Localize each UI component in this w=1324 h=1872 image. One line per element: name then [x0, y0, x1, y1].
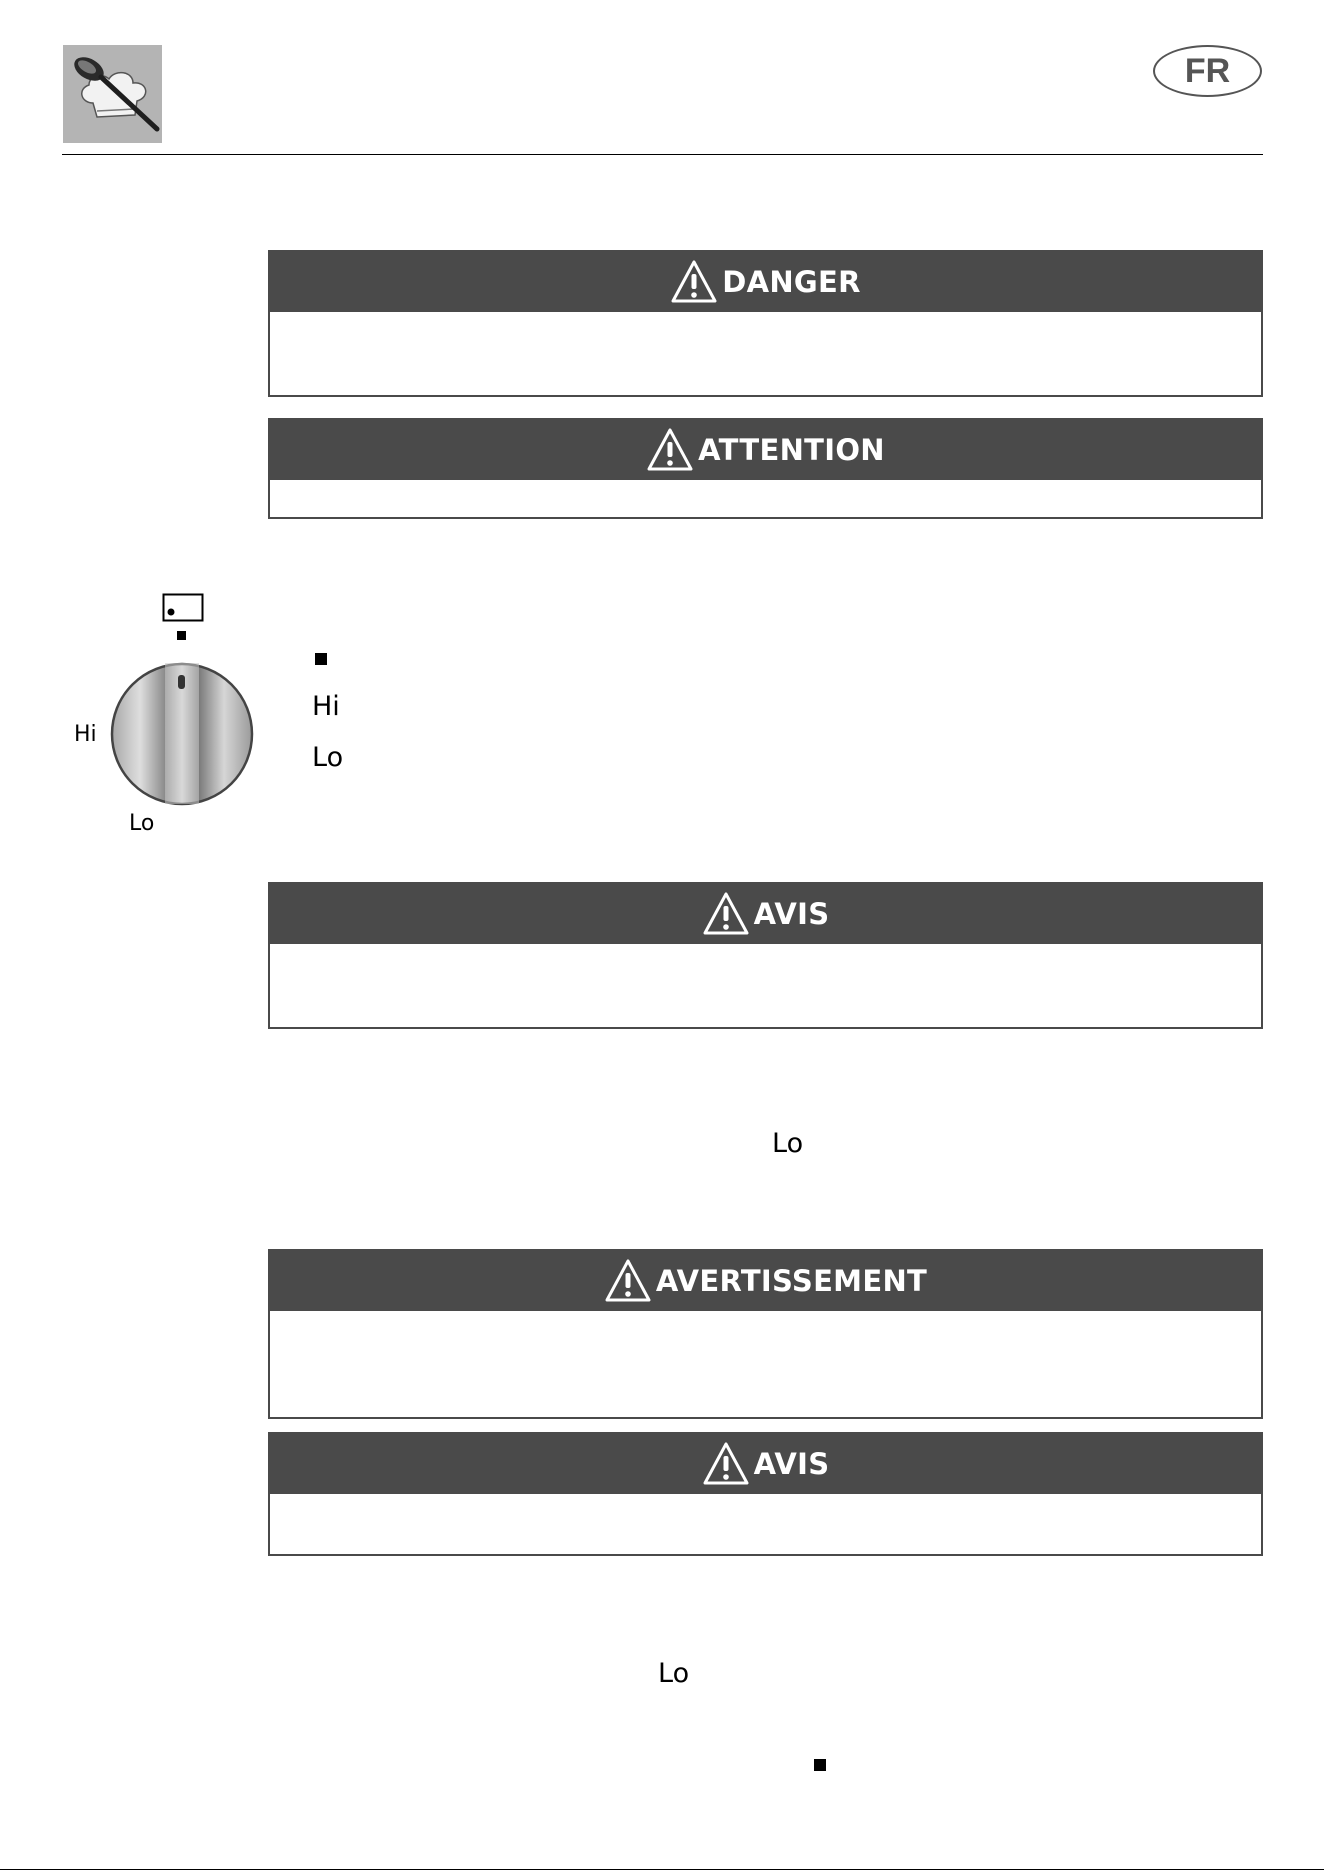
spoon-chef-hat-icon — [63, 45, 162, 143]
legend-hi: Hi — [312, 691, 340, 722]
attention-panel-title: ATTENTION — [698, 433, 885, 467]
header-divider — [62, 154, 1263, 155]
inline-lo-1: Lo — [772, 1128, 804, 1159]
language-badge: FR — [1153, 45, 1262, 97]
warning-panel-title: AVERTISSEMENT — [655, 1264, 928, 1298]
off-square-icon — [177, 631, 186, 640]
warning-panel-header — [270, 1251, 1261, 1311]
control-knob — [109, 661, 255, 812]
notice-panel-2 — [268, 1432, 1263, 1556]
notice-panel-1 — [268, 882, 1263, 1029]
brand-logo — [63, 45, 162, 143]
page-bottom-rule — [0, 1869, 1324, 1870]
notice-panel-1-header — [270, 884, 1261, 944]
danger-panel — [268, 250, 1263, 397]
warning-triangle-icon — [702, 890, 750, 938]
warning-triangle-icon — [646, 426, 694, 474]
inline-off-icon — [814, 1759, 826, 1771]
attention-panel — [268, 418, 1263, 519]
notice-panel-1-title: AVIS — [753, 897, 830, 931]
knob-label-lo: Lo — [129, 811, 155, 836]
notice-panel-2-title: AVIS — [753, 1447, 830, 1481]
danger-panel-title: DANGER — [722, 265, 861, 299]
burner-indicator-icon — [162, 593, 204, 628]
warning-triangle-icon — [604, 1257, 652, 1305]
attention-panel-header — [270, 420, 1261, 480]
danger-panel-header — [270, 252, 1261, 312]
legend-off-icon — [315, 653, 327, 665]
warning-triangle-icon — [670, 258, 718, 306]
inline-lo-2: Lo — [658, 1658, 690, 1689]
warning-panel — [268, 1249, 1263, 1419]
notice-panel-2-header — [270, 1434, 1261, 1494]
legend-lo: Lo — [312, 742, 344, 773]
knob-label-hi: Hi — [74, 722, 97, 747]
warning-triangle-icon — [702, 1440, 750, 1488]
